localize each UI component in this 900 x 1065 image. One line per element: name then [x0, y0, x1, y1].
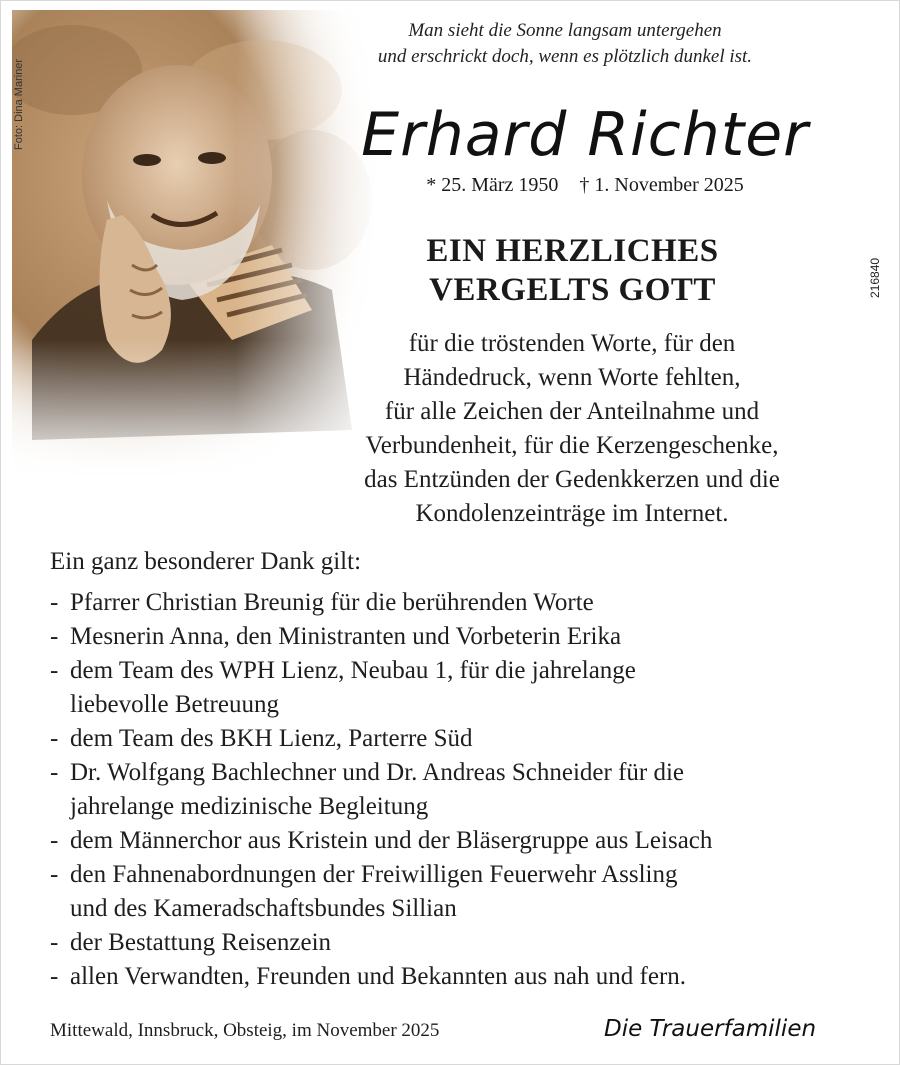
list-dash: - — [50, 759, 59, 786]
list-item-text: dem Männerchor aus Kristein und der Bläsergruppe aus Leisach — [70, 827, 713, 854]
list-item-text: dem Team des BKH Lienz, Parterre Süd — [70, 725, 473, 752]
list-dash: - — [50, 657, 59, 684]
thanks-line: für alle Zeichen der Anteilnahme und — [384, 398, 760, 425]
list-item-text: Dr. Wolfgang Bachlechner und Dr. Andreas Schneider für die — [70, 759, 685, 786]
epigraph-line: und erschrickt doch, wenn es plötzlich dunkel ist. — [377, 46, 753, 67]
list-dash: - — [50, 861, 59, 888]
list-item — [50, 586, 870, 620]
photo-credit: Foto: Dina Mariner — [13, 58, 25, 150]
list-item-text: Pfarrer Christian Breunig für die berührenden Worte — [70, 589, 594, 616]
thanks-heading — [300, 232, 845, 310]
list-item — [50, 926, 870, 960]
heading-line: EIN HERZLICHES — [426, 233, 719, 269]
list-item — [50, 824, 870, 858]
list-item-text: den Fahnenabordnungen der Freiwilligen Feuerwehr Assling — [70, 861, 678, 888]
ad-code: 216840 — [868, 257, 882, 298]
list-item — [50, 960, 870, 994]
thanks-line: das Entzünden der Gedenkkerzen und die — [364, 466, 780, 493]
list-item-text: allen Verwandten, Freunden und Bekannten aus nah und fern. — [70, 963, 687, 990]
list-item-text: Mesnerin Anna, den Ministranten und Vorbeterin Erika — [70, 623, 622, 650]
list-dash: - — [50, 963, 59, 990]
heading-line: VERGELTS GOTT — [429, 272, 716, 308]
thanks-line: Händedruck, wenn Worte fehlten, — [403, 364, 741, 391]
signature: Die Trauerfamilien — [604, 1016, 817, 1042]
deceased-name: Erhard Richter — [361, 100, 809, 170]
list-item — [50, 858, 870, 926]
list-item-text: dem Team des WPH Lienz, Neubau 1, für die jahrelange — [70, 657, 636, 684]
thanks-paragraph — [292, 327, 852, 531]
list-item — [50, 620, 870, 654]
list-dash: - — [50, 725, 59, 752]
list-dash: - — [50, 827, 59, 854]
list-item-text: liebevolle Betreuung — [70, 691, 279, 718]
birth-date: * 25. März 1950 — [426, 174, 559, 196]
thanks-line: für die tröstenden Worte, für den — [408, 330, 736, 357]
list-item-text: und des Kameradschaftsbundes Sillian — [70, 895, 457, 922]
thanks-line: Verbundenheit, für die Kerzengeschenke, — [365, 432, 779, 459]
list-item — [50, 654, 870, 722]
life-dates — [300, 174, 870, 197]
list-dash: - — [50, 929, 59, 956]
list-item — [50, 756, 870, 824]
death-date: † 1. November 2025 — [579, 174, 744, 196]
epigraph — [300, 18, 830, 70]
special-thanks-list — [50, 586, 870, 994]
place-and-date: Mittewald, Innsbruck, Obsteig, im November 2025 — [50, 1020, 440, 1041]
thanks-line: Kondolenzeinträge im Internet. — [415, 500, 729, 527]
list-item-text: der Bestattung Reisenzein — [70, 929, 332, 956]
list-dash: - — [50, 589, 59, 616]
epigraph-line: Man sieht die Sonne langsam untergehen — [408, 20, 722, 41]
list-item-text: jahrelange medizinische Begleitung — [70, 793, 429, 820]
special-thanks-intro: Ein ganz besonderer Dank gilt: — [50, 548, 362, 575]
list-item — [50, 722, 870, 756]
list-dash: - — [50, 623, 59, 650]
